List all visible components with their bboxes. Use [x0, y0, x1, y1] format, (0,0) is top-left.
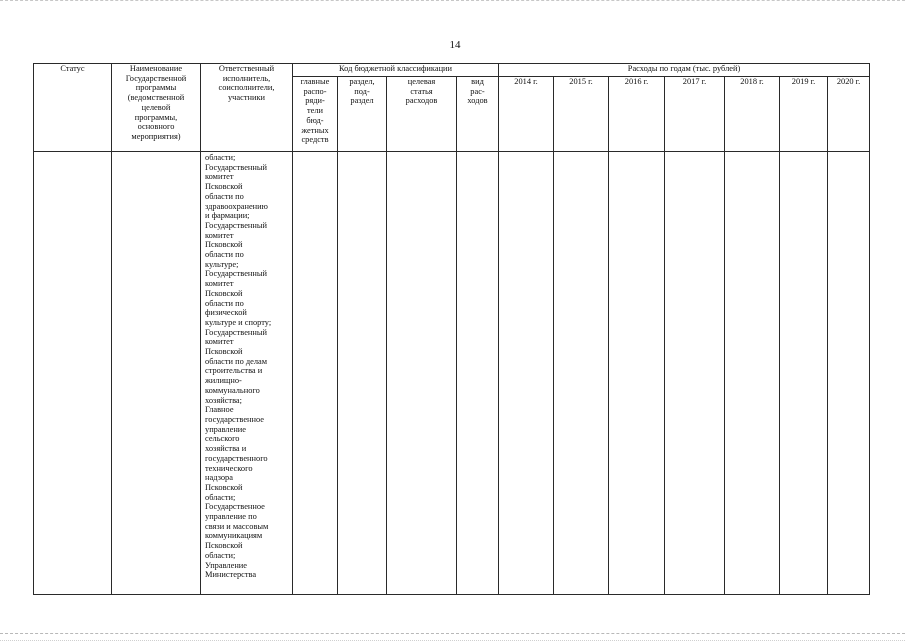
header-expenses: Расходы по годам (тыс. рублей) — [499, 64, 870, 77]
header-row-top — [34, 64, 870, 77]
header-year-2017: 2017 г. — [665, 77, 725, 152]
header-section: раздел, под- раздел — [338, 77, 387, 152]
header-status: Статус — [34, 64, 112, 152]
header-expense-type: вид рас- ходов — [457, 77, 499, 152]
cell-year-2016 — [609, 152, 665, 595]
header-year-2014: 2014 г. — [499, 77, 554, 152]
cell-program-name — [112, 152, 201, 595]
cell-expense-type — [457, 152, 499, 595]
page-number: 14 — [449, 39, 461, 51]
cell-year-2017 — [665, 152, 725, 595]
budget-table — [33, 63, 870, 595]
cell-year-2020 — [828, 152, 870, 595]
header-program-name: Наименование Государственной программы (ведомственной целевой программы, основного мероприятия) — [112, 64, 201, 152]
cell-grbs — [293, 152, 338, 595]
cell-year-2014 — [499, 152, 554, 595]
header-year-2019: 2019 г. — [780, 77, 828, 152]
cell-responsible: области; Государственный комитет Псковской области по здравоохранению и фармации; Государственный комитет Псковской области по культуре; Государственный комитет Псковской области по физической культуре и спорту; Государственный комитет Псковской области по делам строительства и жилищно- коммунального хозяйства; Главное государственное управление сельского хозяйства и государственного технического надзора Псковской области; Государственное управление по связи и массовым коммуникациям Псковской области; Управление Министерства — [201, 152, 293, 595]
cell-section — [338, 152, 387, 595]
header-target-article: целевая статья расходов — [387, 77, 457, 152]
cell-status — [34, 152, 112, 595]
cell-year-2015 — [554, 152, 609, 595]
header-year-2018: 2018 г. — [725, 77, 780, 152]
header-grbs: главные распо- ряди- тели бюд- жетных средств — [293, 77, 338, 152]
scan-edge-top — [0, 0, 905, 4]
header-responsible: Ответственный исполнитель, соисполнители, участники — [201, 64, 293, 152]
header-year-2015: 2015 г. — [554, 77, 609, 152]
header-year-2020: 2020 г. — [828, 77, 870, 152]
cell-year-2019 — [780, 152, 828, 595]
cell-target-article — [387, 152, 457, 595]
table-row — [34, 152, 870, 595]
header-budget-code: Код бюджетной классификации — [293, 64, 499, 77]
header-year-2016: 2016 г. — [609, 77, 665, 152]
cell-year-2018 — [725, 152, 780, 595]
